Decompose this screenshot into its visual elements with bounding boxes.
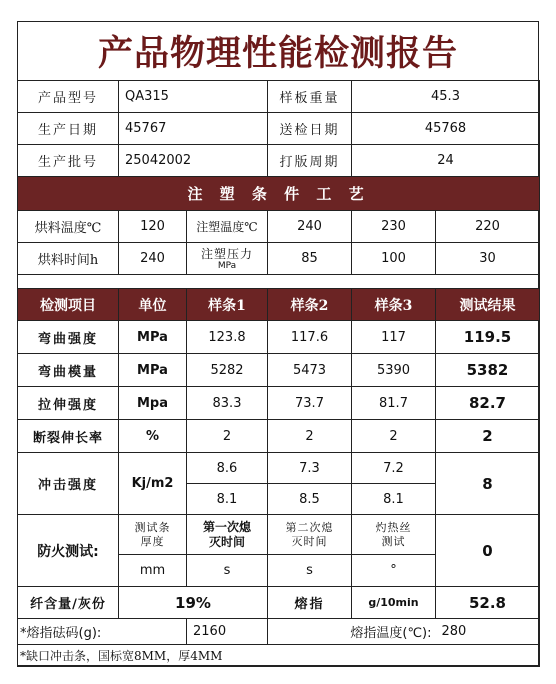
header-unit: 单位 — [119, 289, 187, 321]
flex-modulus-s2: 5473 — [268, 354, 352, 387]
batch-label: 生产批号 — [18, 145, 119, 177]
melt-weight-value: 2160 — [187, 619, 268, 645]
dry-temp-label: 烘料温度℃ — [18, 211, 119, 243]
send-value: 45768 — [352, 113, 540, 145]
weight-value: 45.3 — [352, 81, 540, 113]
elongation-s1: 2 — [187, 420, 268, 453]
flex-strength-unit: MPa — [119, 321, 187, 354]
fire-thickness-label: 测试条 厚度 — [119, 515, 187, 555]
inj-press-3: 30 — [436, 243, 540, 275]
dry-time-value: 240 — [119, 243, 187, 275]
melt-temp-label: 熔指温度(℃): — [268, 619, 436, 645]
footer-table — [17, 618, 540, 667]
impact-unit: Kj/m2 — [119, 453, 187, 515]
melt-temp-value: 280 — [436, 619, 540, 645]
flex-modulus-unit: MPa — [119, 354, 187, 387]
impact-r1-s2: 7.3 — [268, 453, 352, 484]
fiber-value: 19% — [119, 587, 268, 619]
fiber-name: 纤含量/灰份 — [18, 587, 119, 619]
cycle-value: 24 — [352, 145, 540, 177]
elongation-s3: 2 — [352, 420, 436, 453]
flex-strength-s3: 117 — [352, 321, 436, 354]
impact-r2-s2: 8.5 — [268, 484, 352, 515]
date-value: 45767 — [119, 113, 268, 145]
flex-strength-name: 弯曲强度 — [18, 321, 119, 354]
model-value: QA315 — [119, 81, 268, 113]
elongation-unit: % — [119, 420, 187, 453]
melt-value: 52.8 — [436, 587, 540, 619]
tensile-name: 拉伸强度 — [18, 387, 119, 420]
date-label: 生产日期 — [18, 113, 119, 145]
header-item: 检测项目 — [18, 289, 119, 321]
inj-press-cell — [187, 243, 268, 275]
flex-modulus-s1: 5282 — [187, 354, 268, 387]
impact-name: 冲击强度 — [18, 453, 119, 515]
footer-note: *缺口冲击条，国标宽8MM，厚4MM — [18, 645, 540, 667]
fire-name: 防火测试: — [18, 515, 119, 587]
process-header: 注 塑 条 件 工 艺 — [18, 177, 540, 211]
melt-unit: g/10min — [352, 587, 436, 619]
header-sample2: 样条2 — [268, 289, 352, 321]
report-sheet — [17, 21, 539, 666]
impact-r2-s1: 8.1 — [187, 484, 268, 515]
dry-time-label: 烘料时间h — [18, 243, 119, 275]
flex-strength-s1: 123.8 — [187, 321, 268, 354]
fire-second-label: 第二次熄 灭时间 — [268, 515, 352, 555]
flex-strength-s2: 117.6 — [268, 321, 352, 354]
process-table — [17, 176, 540, 290]
inj-press-unit: MPa — [217, 260, 237, 271]
test-table — [17, 288, 540, 619]
fire-thickness-unit: mm — [119, 555, 187, 587]
inj-press-2: 100 — [352, 243, 436, 275]
report-title: 产品物理性能检测报告 — [18, 22, 538, 81]
flex-modulus-name: 弯曲模量 — [18, 354, 119, 387]
flex-modulus-s3: 5390 — [352, 354, 436, 387]
inj-temp-label: 注塑温度℃ — [187, 211, 268, 243]
fire-wire-label: 灼热丝 测试 — [352, 515, 436, 555]
tensile-unit: Mpa — [119, 387, 187, 420]
fire-result: 0 — [436, 515, 540, 587]
melt-label: 熔指 — [268, 587, 352, 619]
tensile-s2: 73.7 — [268, 387, 352, 420]
send-label: 送检日期 — [268, 113, 352, 145]
model-label: 产品型号 — [18, 81, 119, 113]
inj-press-1: 85 — [268, 243, 352, 275]
batch-value: 25042002 — [119, 145, 268, 177]
header-sample1: 样条1 — [187, 289, 268, 321]
dry-temp-value: 120 — [119, 211, 187, 243]
inj-press-label: 注塑压力 — [200, 246, 253, 261]
flex-modulus-result: 5382 — [436, 354, 540, 387]
impact-r2-s3: 8.1 — [352, 484, 436, 515]
flex-strength-result: 119.5 — [436, 321, 540, 354]
inj-temp-2: 230 — [352, 211, 436, 243]
tensile-s3: 81.7 — [352, 387, 436, 420]
tensile-result: 82.7 — [436, 387, 540, 420]
fire-second-unit: s — [268, 555, 352, 587]
impact-r1-s3: 7.2 — [352, 453, 436, 484]
header-sample3: 样条3 — [352, 289, 436, 321]
cycle-label: 打版周期 — [268, 145, 352, 177]
impact-result: 8 — [436, 453, 540, 515]
impact-r1-s1: 8.6 — [187, 453, 268, 484]
fire-first-label: 第一次熄 灭时间 — [187, 515, 268, 555]
melt-weight-label: *熔指砝码(g): — [18, 619, 187, 645]
fire-first-unit: s — [187, 555, 268, 587]
header-result: 测试结果 — [436, 289, 540, 321]
elongation-result: 2 — [436, 420, 540, 453]
fire-wire-unit: ° — [352, 555, 436, 587]
weight-label: 样板重量 — [268, 81, 352, 113]
elongation-name: 断裂伸长率 — [18, 420, 119, 453]
elongation-s2: 2 — [268, 420, 352, 453]
inj-temp-3: 220 — [436, 211, 540, 243]
tensile-s1: 83.3 — [187, 387, 268, 420]
inj-temp-1: 240 — [268, 211, 352, 243]
product-info-table — [17, 80, 540, 177]
